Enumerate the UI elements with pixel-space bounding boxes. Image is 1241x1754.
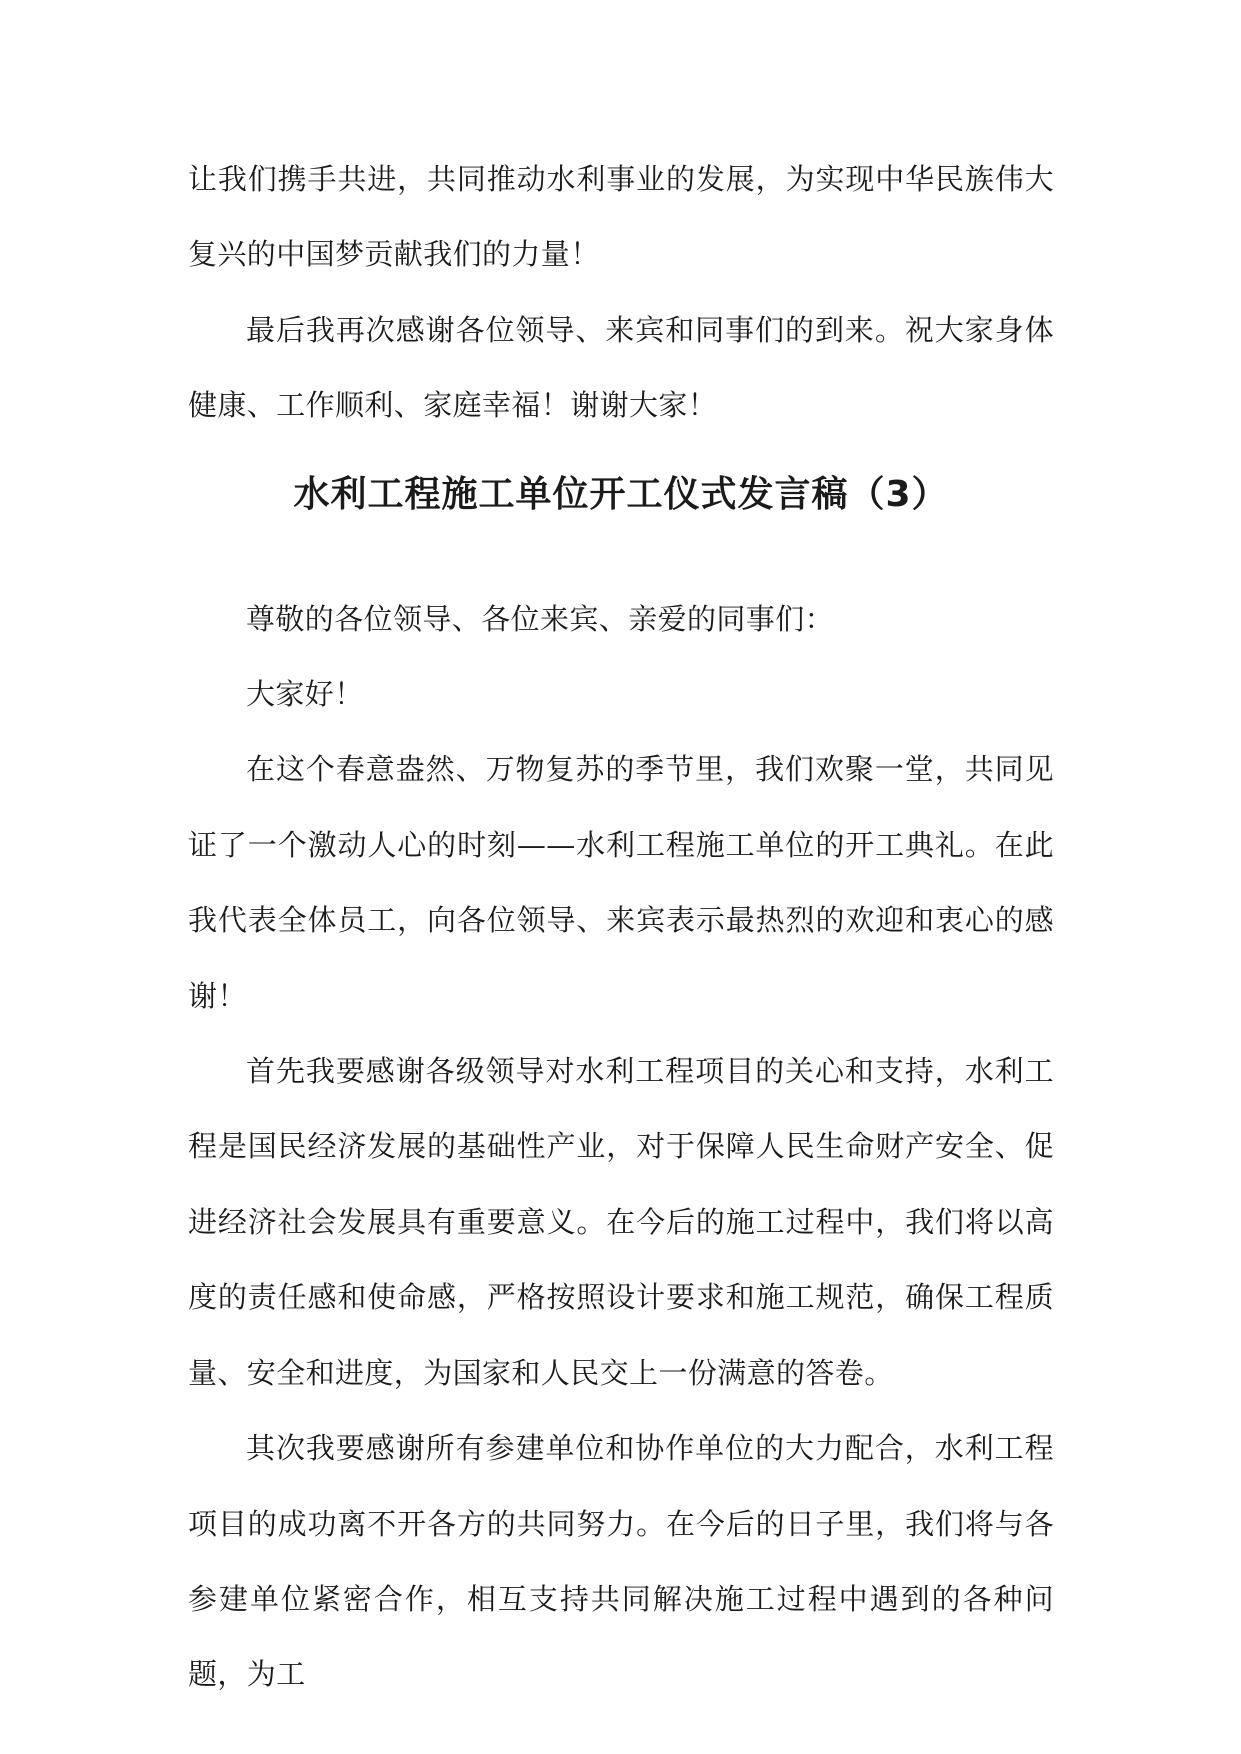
body-paragraph-3: 其次我要感谢所有参建单位和协作单位的大力配合，水利工程项目的成功离不开各方的共同努力。在今后的日子里，我们将与各参建单位紧密合作，相互支持共同解决施工过程中遇到的各种问题，为工 [188, 1431, 1054, 1692]
salutation-paragraph: 尊敬的各位领导、各位来宾、亲爱的同事们： [246, 601, 835, 636]
closing-paragraph: 最后我再次感谢各位领导、来宾和同事们的到来。祝大家身体健康、工作顺利、家庭幸福！谢谢大家！ [188, 312, 1054, 423]
section-title: 水利工程施工单位开工仪式发言稿（3） [293, 473, 949, 515]
body-paragraph-1: 在这个春意盎然、万物复苏的季节里，我们欢聚一堂，共同见证了一个激动人心的时刻——水利工程施工单位的开工典礼。在此我代表全体员工，向各位领导、来宾表示最热烈的欢迎和衷心的感谢！ [188, 752, 1054, 1013]
document-content [188, 142, 1054, 1713]
continuation-paragraph: 让我们携手共进，共同推动水利事业的发展，为实现中华民族伟大复兴的中国梦贡献我们的力量！ [188, 162, 1054, 272]
body-paragraph-2: 首先我要感谢各级领导对水利工程项目的关心和支持，水利工程是国民经济发展的基础性产业，对于保障人民生命财产安全、促进经济社会发展具有重要意义。在今后的施工过程中，我们将以高度的责任感和使命感，严格按照设计要求和施工规范，确保工程质量、安全和进度，为国家和人民交上一份满意的答卷。 [188, 1054, 1054, 1390]
greeting-paragraph: 大家好！ [246, 677, 364, 712]
